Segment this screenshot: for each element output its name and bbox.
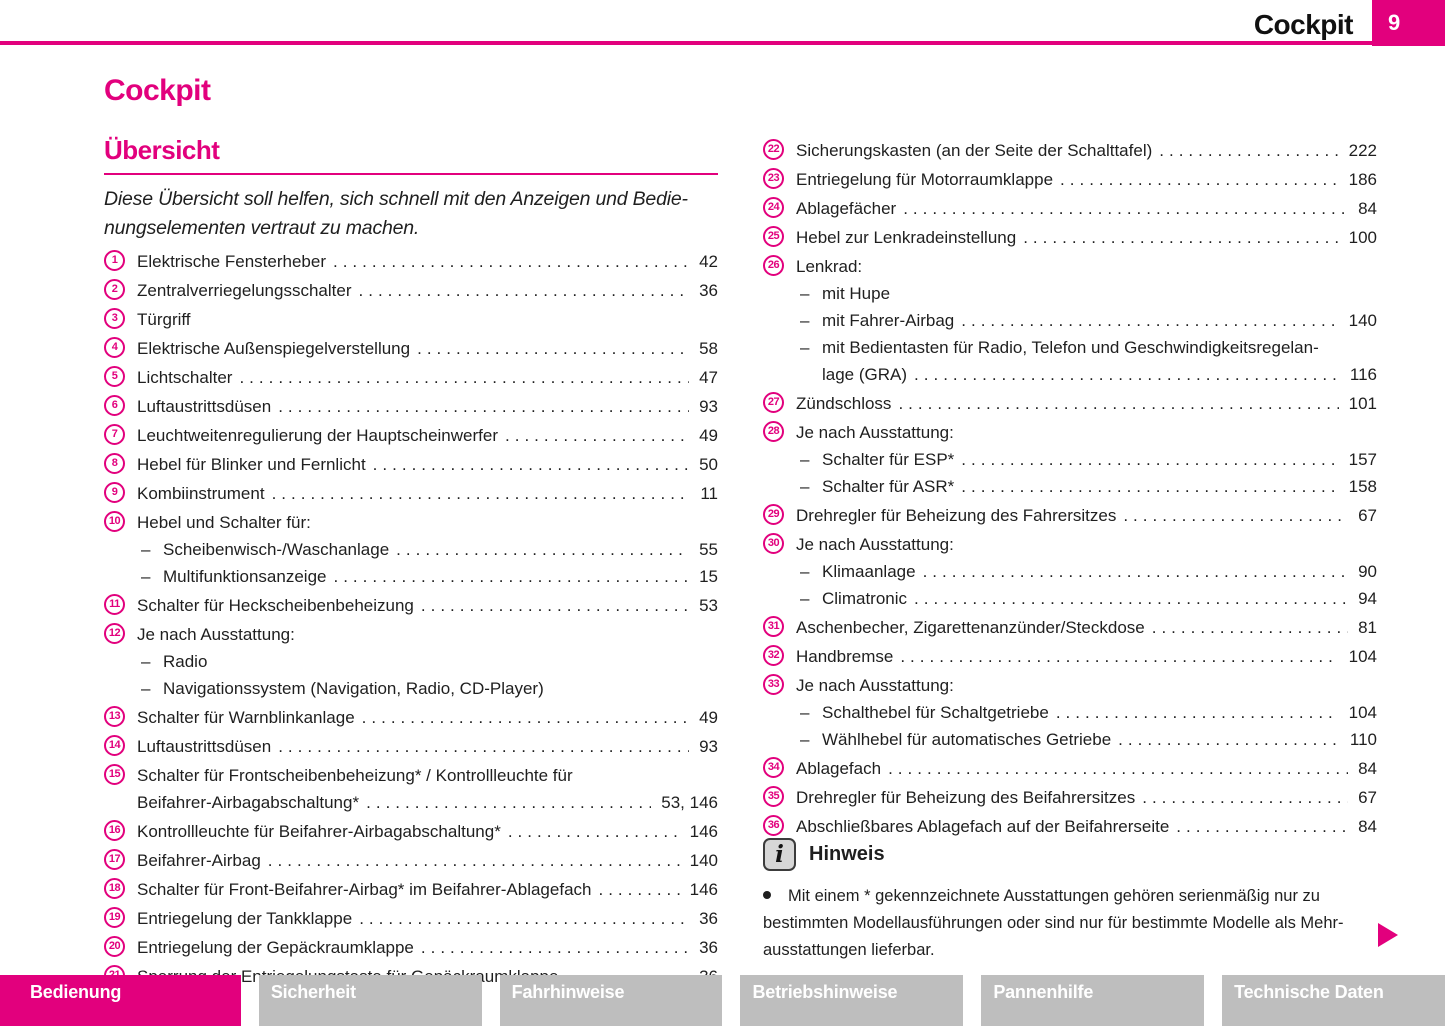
toc-sub-entry <box>763 338 1377 357</box>
toc-entry-label: Hebel für Blinker und Fernlicht <box>137 455 366 474</box>
toc-entry <box>104 308 718 329</box>
dot-leader <box>914 589 1348 608</box>
dash-bullet: – <box>141 567 151 586</box>
note-body <box>763 883 1377 964</box>
dot-leader <box>961 311 1338 330</box>
page-reference: 67 <box>1358 788 1377 807</box>
page-reference: 140 <box>1348 311 1377 330</box>
item-number-badge: 8 <box>104 453 125 474</box>
toc-entry-label: Aschenbecher, Zigarettenanzünder/Steckdose <box>796 618 1145 637</box>
toc-entry-label: Je nach Ausstattung: <box>796 676 954 695</box>
toc-sub-label: Schalthebel für Schaltgetriebe <box>822 703 1049 722</box>
note-text-line <box>763 937 1377 964</box>
footer-tab-betriebshinweise: Betriebshinweise <box>740 975 963 1026</box>
toc-entry <box>104 511 718 532</box>
toc-entry-label: Luftaustrittsdüsen <box>137 737 272 756</box>
item-number-badge: 16 <box>104 820 125 841</box>
note-text: ausstattungen lieferbar. <box>763 941 935 959</box>
item-number-badge: 18 <box>104 878 125 899</box>
item-number-badge: 26 <box>763 255 784 276</box>
toc-entry-label: Ablagefach <box>796 759 882 778</box>
page-reference: 116 <box>1349 365 1377 384</box>
toc-sub-label: Schalter für ASR* <box>822 477 955 496</box>
toc-sub-label: Multifunktionsanzeige <box>163 567 327 586</box>
toc-sub-entry <box>763 450 1377 469</box>
item-number-badge: 2 <box>104 279 125 300</box>
toc-entry-label: Kontrollleuchte für Beifahrer-Airbagabschaltung* <box>137 822 501 841</box>
page-reference: 146 <box>689 822 718 841</box>
dot-leader <box>272 484 691 503</box>
item-number-badge: 13 <box>104 706 125 727</box>
page-reference: 67 <box>1358 506 1377 525</box>
note-header <box>763 838 1377 871</box>
page-reference: 146 <box>689 880 718 899</box>
note-text: bestimmten Modellausführungen oder sind nur für bestimmte Modelle als Mehr- <box>763 914 1344 932</box>
toc-entry-label: Entriegelung der Tankklappe <box>137 909 353 928</box>
note-text: Mit einem * gekennzeichnete Ausstattungen gehören serienmäßig nur zu <box>788 887 1320 905</box>
item-number-badge: 34 <box>763 757 784 778</box>
dot-leader <box>1118 730 1340 749</box>
note-title: Hinweis <box>809 843 885 865</box>
toc-entry <box>763 757 1377 778</box>
footer-tab-fahrhinweise: Fahrhinweise <box>500 975 723 1026</box>
toc-sub-label: Klimaanlage <box>822 562 916 581</box>
toc-entry <box>763 168 1377 189</box>
dot-leader <box>1023 228 1338 247</box>
toc-entry <box>763 392 1377 413</box>
item-number-badge: 32 <box>763 645 784 666</box>
toc-entry-label: Lenkrad: <box>796 257 863 276</box>
info-icon: i <box>763 838 796 871</box>
item-number-badge: 30 <box>763 533 784 554</box>
toc-entry <box>104 878 718 899</box>
page-reference: 93 <box>699 737 718 756</box>
dot-leader <box>508 822 680 841</box>
page-reference: 47 <box>699 368 718 387</box>
item-number-badge: 33 <box>763 674 784 695</box>
dot-leader <box>373 455 689 474</box>
page-reference: 49 <box>699 426 718 445</box>
toc-entry-label: Gepäckraumklappe <box>411 967 559 986</box>
page-reference: 11 <box>700 484 718 503</box>
toc-sub-label: Wählhebel für automatisches Getriebe <box>822 730 1112 749</box>
item-number-badge: 10 <box>104 511 125 532</box>
page-reference: 15 <box>699 567 718 586</box>
headings-block <box>104 74 718 243</box>
toc-entry-label: Schalter für Warnblinkanlage <box>137 708 355 727</box>
toc-entry-label: Zündschloss <box>796 394 892 413</box>
page-reference: 104 <box>1348 647 1377 666</box>
toc-entry-label: Zentralverriegelungsschalter <box>137 281 352 300</box>
item-number-badge: 15 <box>104 764 125 785</box>
toc-entry-label: Türgriff <box>137 310 191 329</box>
toc-sub-entry <box>104 567 718 586</box>
page-reference: 100 <box>1348 228 1377 247</box>
toc-entry <box>763 421 1377 442</box>
toc-entry <box>104 623 718 644</box>
page-reference: 55 <box>699 540 718 559</box>
toc-sub-label: Schalter für ESP* <box>822 450 955 469</box>
dot-leader <box>1159 141 1338 160</box>
toc-entry <box>763 815 1377 836</box>
dash-bullet: – <box>800 589 810 608</box>
item-number-badge: 3 <box>104 308 125 329</box>
section-title: Cockpit <box>104 74 211 107</box>
item-number-badge: 36 <box>763 815 784 836</box>
footer-tab-pannenhilfe: Pannenhilfe <box>981 975 1204 1026</box>
page-reference: 93 <box>699 397 718 416</box>
dash-bullet: – <box>800 284 810 303</box>
dash-bullet: – <box>141 652 151 671</box>
page-reference: 110 <box>1349 730 1377 749</box>
dash-bullet: – <box>800 730 810 749</box>
toc-sub-entry <box>763 477 1377 496</box>
dot-leader <box>278 397 689 416</box>
dot-leader <box>505 426 689 445</box>
toc-entry <box>104 366 718 387</box>
item-number-badge: 14 <box>104 735 125 756</box>
page-reference: 81 <box>1358 618 1377 637</box>
dot-leader <box>239 368 689 387</box>
dot-leader <box>923 562 1349 581</box>
toc-entry <box>104 907 718 928</box>
item-number-badge: 25 <box>763 226 784 247</box>
toc-entry <box>763 674 1377 695</box>
toc-sub-label: mit Fahrer-Airbag <box>822 311 955 330</box>
page-reference: 101 <box>1348 394 1377 413</box>
dot-leader <box>366 793 651 812</box>
item-number-badge: 28 <box>763 421 784 442</box>
toc-sub-entry <box>763 562 1377 581</box>
page-reference: 90 <box>1358 562 1377 581</box>
toc-sub-label: mit Bedientasten für Radio, Telefon und Geschwindigkeitsregelan- <box>822 338 1319 357</box>
dash-bullet: – <box>800 477 810 496</box>
page-reference: 158 <box>1348 477 1377 496</box>
dot-leader <box>333 567 689 586</box>
toc-entry <box>104 337 718 358</box>
toc-entry <box>763 226 1377 247</box>
toc-sub-entry <box>104 540 718 559</box>
note-text-line <box>763 910 1377 937</box>
running-header-title: Cockpit <box>1253 9 1353 40</box>
toc-entry <box>104 453 718 474</box>
toc-entry <box>104 594 718 615</box>
toc-entry-label: Lichtschalter <box>137 368 233 387</box>
toc-sub-entry <box>763 589 1377 608</box>
dot-leader <box>359 909 689 928</box>
page-reference: 104 <box>1348 703 1377 722</box>
footer-tab-bar <box>0 975 1445 1026</box>
dash-bullet: – <box>800 562 810 581</box>
page-reference: 58 <box>699 339 718 358</box>
page-reference: 36 <box>699 938 718 957</box>
toc-entry <box>763 616 1377 637</box>
subsection-title: Übersicht <box>104 135 718 175</box>
item-number-badge: 11 <box>104 594 125 615</box>
page-reference: 84 <box>1358 199 1377 218</box>
toc-entry-label: Elektrische Fensterheber <box>137 252 326 271</box>
toc-column-left <box>104 250 718 994</box>
toc-entry <box>104 424 718 445</box>
dot-leader <box>333 252 689 271</box>
toc-entry <box>763 255 1377 276</box>
page-reference: 157 <box>1348 450 1377 469</box>
dash-bullet: – <box>800 311 810 330</box>
page-reference: 53 <box>699 596 718 615</box>
footer-tab-bedienung: Bedienung <box>0 975 241 1026</box>
page-reference: 50 <box>699 455 718 474</box>
item-number-badge: 20 <box>104 936 125 957</box>
item-number-badge: 19 <box>104 907 125 928</box>
note-text-line <box>763 883 1377 910</box>
toc-column-right <box>763 139 1377 844</box>
page-reference: 36 <box>699 281 718 300</box>
dot-leader <box>1123 506 1348 525</box>
toc-entry <box>763 533 1377 554</box>
dot-leader <box>914 365 1340 384</box>
page-reference: 49 <box>699 708 718 727</box>
toc-entry-label: Drehregler für Beheizung des Fahrersitzes <box>796 506 1117 525</box>
page-reference: 53, 146 <box>661 793 718 812</box>
toc-sub-continuation <box>763 365 1377 384</box>
toc-entry-label: Schalter für Heckscheibenbeheizung <box>137 596 414 615</box>
intro-line: nungselementen vertraut zu machen. <box>104 217 420 239</box>
toc-entry-label: Je nach Ausstattung: <box>796 535 954 554</box>
dot-leader <box>888 759 1348 778</box>
bullet-marker <box>763 891 771 899</box>
toc-sub-entry <box>104 679 718 698</box>
dot-leader <box>396 540 689 559</box>
page-reference: 222 <box>1348 141 1377 160</box>
item-number-badge: 22 <box>763 139 784 160</box>
toc-entry-label: Sicherungskasten (an der Seite der Schalttafel) <box>796 141 1153 160</box>
toc-entry <box>104 820 718 841</box>
toc-sub-entry <box>104 652 718 671</box>
dot-leader <box>268 851 680 870</box>
item-number-badge: 12 <box>104 623 125 644</box>
toc-sub-label: lage (GRA) <box>822 365 908 384</box>
dash-bullet: – <box>800 450 810 469</box>
dot-leader <box>903 199 1348 218</box>
note-block <box>763 838 1377 964</box>
toc-entry-label: Luftaustrittsdüsen <box>137 397 272 416</box>
item-number-badge: 9 <box>104 482 125 503</box>
page-reference: 84 <box>1358 759 1377 778</box>
dot-leader <box>1176 817 1348 836</box>
item-number-badge: 6 <box>104 395 125 416</box>
item-number-badge: 31 <box>763 616 784 637</box>
toc-sub-label: Climatronic <box>822 589 908 608</box>
item-number-badge: 4 <box>104 337 125 358</box>
toc-entry <box>104 250 718 271</box>
toc-entry <box>763 197 1377 218</box>
dot-leader <box>1152 618 1348 637</box>
toc-entry-label: Hebel zur Lenkradeinstellung <box>796 228 1017 247</box>
toc-entry-label: Kombiinstrument <box>137 484 265 503</box>
toc-sub-entry <box>763 311 1377 330</box>
toc-sub-entry <box>763 703 1377 722</box>
page-reference: 42 <box>699 252 718 271</box>
item-number-badge: 23 <box>763 168 784 189</box>
toc-entry <box>763 139 1377 160</box>
dot-leader <box>1060 170 1339 189</box>
page-reference: 84 <box>1358 817 1377 836</box>
toc-sub-label: mit Hupe <box>822 284 891 303</box>
dot-leader <box>1056 703 1339 722</box>
toc-entry-label: Schalter für Frontscheibenbeheizung* / Kontrollleuchte für <box>137 766 573 785</box>
toc-entry-continuation <box>104 793 718 812</box>
toc-entry-label: Handbremse <box>796 647 894 666</box>
dot-leader <box>362 708 689 727</box>
intro-line: Diese Übersicht soll helfen, sich schnell mit den Anzeigen und Bedie- <box>104 188 688 210</box>
footer-tab-sicherheit: Sicherheit <box>259 975 482 1026</box>
toc-sub-entry <box>763 730 1377 749</box>
dot-leader <box>898 394 1338 413</box>
page-number: 9 <box>1388 10 1401 35</box>
toc-entry <box>104 395 718 416</box>
dot-leader <box>359 281 690 300</box>
toc-entry <box>763 786 1377 807</box>
item-number-badge: 5 <box>104 366 125 387</box>
continuation-arrow-icon <box>1378 923 1398 947</box>
toc-sub-label: Scheibenwisch-/Waschanlage <box>163 540 390 559</box>
item-number-badge: 17 <box>104 849 125 870</box>
toc-entry-label: Abschließbares Ablagefach auf der Beifahrerseite <box>796 817 1170 836</box>
toc-entry <box>104 279 718 300</box>
item-number-badge: 35 <box>763 786 784 807</box>
dash-bullet: – <box>800 703 810 722</box>
page-reference: 36 <box>699 909 718 928</box>
toc-entry <box>104 706 718 727</box>
dot-leader <box>1142 788 1348 807</box>
dot-leader <box>900 647 1338 666</box>
toc-entry <box>104 849 718 870</box>
toc-entry <box>104 482 718 503</box>
toc-entry-label: Hebel und Schalter für: <box>137 513 311 532</box>
toc-entry <box>104 764 718 785</box>
dot-leader <box>417 339 689 358</box>
dot-leader <box>961 477 1338 496</box>
toc-entry-label: Beifahrer-Airbag <box>137 851 261 870</box>
toc-entry <box>763 504 1377 525</box>
item-number-badge: 27 <box>763 392 784 413</box>
dot-leader <box>421 596 689 615</box>
item-number-badge: 24 <box>763 197 784 218</box>
dot-leader <box>598 880 679 899</box>
intro-paragraph <box>104 185 718 243</box>
toc-entry <box>104 735 718 756</box>
item-number-badge: 7 <box>104 424 125 445</box>
toc-entry-label: Elektrische Außenspiegelverstellung <box>137 339 411 358</box>
toc-entry-label: Ablagefächer <box>796 199 897 218</box>
toc-sub-label: Radio <box>163 652 208 671</box>
toc-entry-label: Leuchtweitenregulierung der Hauptscheinwerfer <box>137 426 498 445</box>
toc-entry <box>763 645 1377 666</box>
toc-entry-label: Drehregler für Beheizung des Beifahrersitzes <box>796 788 1136 807</box>
toc-entry <box>104 936 718 957</box>
page-reference: 140 <box>689 851 718 870</box>
dot-leader <box>961 450 1338 469</box>
toc-entry-label: Je nach Ausstattung: <box>796 423 954 442</box>
page-reference: 186 <box>1348 170 1377 189</box>
toc-entry-label: Schalter für Front-Beifahrer-Airbag* im Beifahrer-Ablagefach <box>137 880 592 899</box>
dash-bullet: – <box>800 338 810 357</box>
dash-bullet: – <box>141 679 151 698</box>
dash-bullet: – <box>141 540 151 559</box>
toc-entry-label: Je nach Ausstattung: <box>137 625 295 644</box>
header-rule <box>0 41 1372 45</box>
page-reference: 94 <box>1358 589 1377 608</box>
toc-entry-label: Beifahrer-Airbagabschaltung* <box>137 793 360 812</box>
footer-tab-technische-daten: Technische Daten <box>1222 975 1445 1026</box>
toc-sub-entry <box>763 284 1377 303</box>
item-number-badge: 1 <box>104 250 125 271</box>
dot-leader <box>278 737 689 756</box>
toc-sub-label: Navigationssystem (Navigation, Radio, CD-Player) <box>163 679 544 698</box>
item-number-badge: 29 <box>763 504 784 525</box>
toc-entry-label: Entriegelung der Gepäckraumklappe <box>137 938 414 957</box>
page-number-badge <box>1372 0 1445 46</box>
dot-leader <box>421 938 689 957</box>
toc-entry-label: Entriegelung für Motorraumklappe <box>796 170 1054 189</box>
